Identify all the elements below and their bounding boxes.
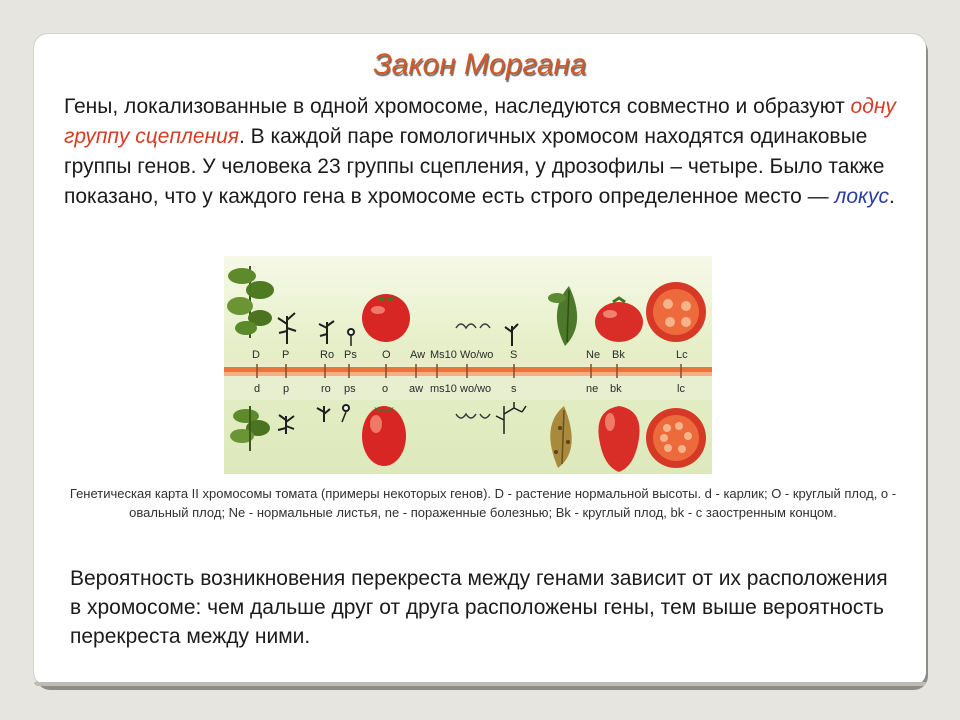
gene-label-top: Ps bbox=[344, 349, 357, 361]
gene-label-top: D bbox=[252, 349, 260, 361]
gene-label-bottom: p bbox=[283, 383, 290, 395]
gene-label-top: P bbox=[282, 349, 290, 361]
gene-label-bottom: d bbox=[254, 383, 261, 395]
tomato-slice-icon bbox=[646, 408, 706, 468]
plant-sprout-icon bbox=[278, 415, 294, 434]
highlight-locus: локус bbox=[834, 185, 889, 208]
gene-label-top: Ms10 bbox=[430, 349, 457, 361]
paragraph-linkage bbox=[64, 92, 914, 212]
oval-tomato-icon bbox=[362, 406, 406, 466]
plant-sprout-icon bbox=[278, 313, 296, 344]
plant-sprout-icon bbox=[505, 324, 518, 346]
paragraph-text: Гены, локализованные в одной хромосоме, наследуются совместно и образуют bbox=[64, 95, 851, 118]
dwarf-plant-icon bbox=[230, 406, 270, 451]
paragraph-crossing-over: Вероятность возникновения перекреста между генами зависит от их расположения в хромосоме: чем дальше друг от друга расположены гены, тем выше вероятность перекреста между ними. bbox=[70, 567, 888, 648]
gene-label-top: Aw bbox=[410, 349, 426, 361]
chromosome-line-shade bbox=[224, 372, 712, 376]
gene-label-bottom: o bbox=[382, 383, 389, 395]
gene-label-bottom: bk bbox=[610, 383, 622, 395]
tomato-slice-icon bbox=[646, 282, 706, 342]
gene-label-top: O bbox=[382, 349, 391, 361]
healthy-leaf-icon bbox=[548, 286, 577, 346]
gene-label-top: Ro bbox=[320, 349, 335, 361]
gene-label-top: Bk bbox=[612, 349, 625, 361]
slide bbox=[34, 34, 926, 686]
round-tomato-icon bbox=[362, 294, 410, 342]
round-tomato-icon bbox=[595, 298, 643, 342]
diseased-leaf-icon bbox=[550, 406, 571, 468]
pointed-tomato-icon bbox=[598, 406, 639, 472]
gene-label-top: Ne bbox=[586, 349, 601, 361]
flower-icon bbox=[347, 328, 355, 346]
gene-label-bottom: ro bbox=[321, 383, 331, 395]
paragraph-text: . bbox=[888, 185, 895, 208]
gene-label-bottom: lc bbox=[677, 383, 685, 395]
plant-sprout-icon bbox=[317, 406, 330, 422]
genetic-map-illustration bbox=[224, 256, 712, 474]
plant-sprout-icon bbox=[319, 321, 334, 344]
gene-label-top: Lc bbox=[676, 349, 688, 361]
branching-plant-icon bbox=[496, 402, 526, 434]
tomato-genetic-map-figure bbox=[224, 256, 712, 474]
gene-label-top: S bbox=[510, 349, 518, 361]
paragraph-text: . В каждой паре гомологичных хромосом находятся одинаковые группы генов. У человека 23 группы сцепления, у дрозофилы – четыре. Было также показано, что у каждого гена в хромосоме есть строго определенное место — bbox=[64, 125, 885, 208]
highlight-linkage-group: одну группу сцепления bbox=[64, 95, 896, 148]
chromosome-line bbox=[224, 367, 712, 372]
tall-plant-icon bbox=[227, 266, 274, 338]
gene-label-bottom: ne bbox=[586, 383, 599, 395]
gene-label-bottom: ms10 bbox=[430, 383, 457, 395]
gene-label-bottom: wo/wo bbox=[460, 383, 492, 395]
flower-icon bbox=[342, 404, 350, 422]
figure-caption: Генетическая карта II хромосомы томата (примеры некоторых генов). D - растение нормальной высоты. d - карлик; O - круглый плод, o - овальный плод; Ne - нормальные листья, ne - пораженные болезнью; Bk - круглый плод, bk - с заостренным концом. bbox=[69, 486, 897, 520]
gene-label-bottom: aw bbox=[409, 383, 424, 395]
gene-label-bottom: ps bbox=[344, 383, 356, 395]
slide-title: Закон Моргана bbox=[373, 48, 587, 81]
gene-label-top: Wo/wo bbox=[460, 349, 494, 361]
leaf-curl-icon bbox=[456, 414, 490, 418]
leaf-curl-icon bbox=[456, 324, 490, 328]
gene-label-bottom: s bbox=[511, 383, 517, 395]
slide-bottom-edge bbox=[34, 682, 926, 686]
